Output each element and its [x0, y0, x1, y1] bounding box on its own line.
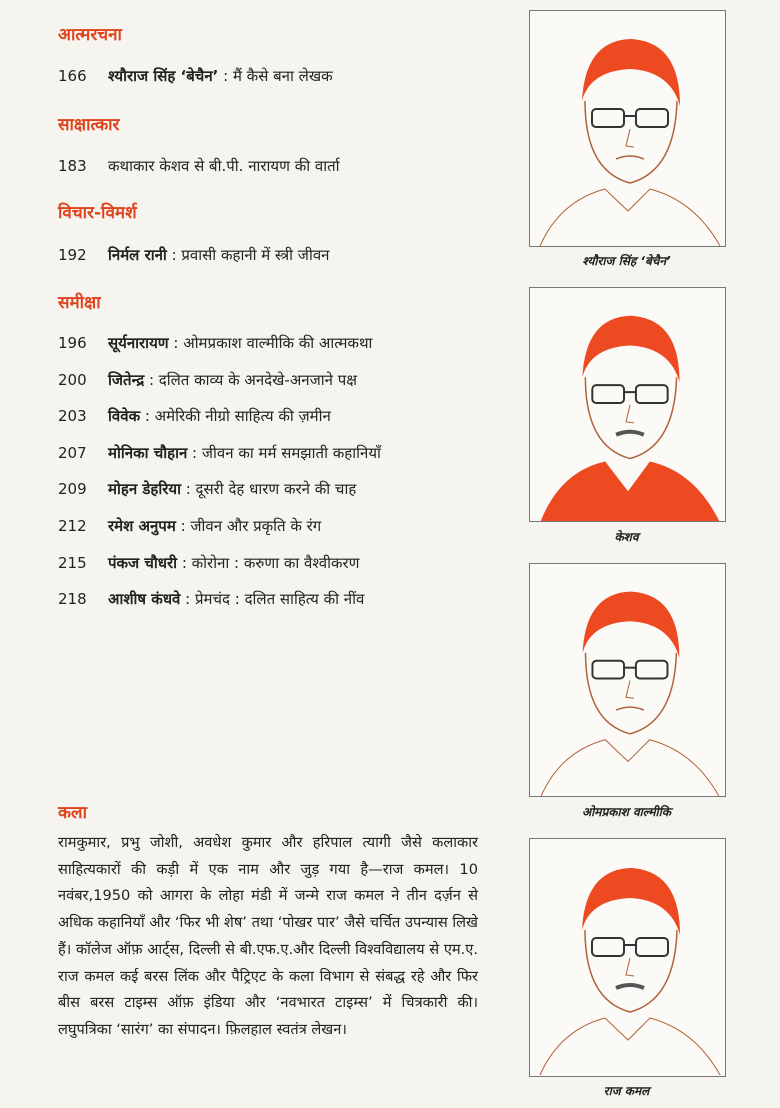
toc-entry[interactable] — [58, 245, 330, 265]
glasses-right — [636, 661, 668, 679]
face-outline — [585, 101, 677, 183]
portrait-caption: केशव — [614, 530, 639, 544]
toc-entry[interactable] — [58, 66, 333, 86]
hair — [582, 868, 680, 935]
mouth — [616, 985, 644, 988]
jacket — [541, 462, 719, 521]
portrait-caption: राज कमल — [603, 1084, 650, 1098]
page-number: 212 — [58, 517, 87, 535]
article-title: : अमेरिकी नीग्रो साहित्य की ज़मीन — [140, 407, 331, 426]
portrait-sheoraj-singh-bechain — [529, 10, 726, 247]
section-heading-vichar-vimarsh: विचार-विमर्श — [58, 203, 137, 223]
glasses-right — [636, 109, 668, 127]
shirt — [540, 189, 720, 246]
mouth — [616, 156, 644, 159]
glasses-left — [592, 109, 624, 127]
shirt — [540, 1018, 720, 1075]
face-outline — [586, 653, 677, 734]
author: जितेन्द्र — [108, 370, 145, 389]
portrait-omprakash-valmiki — [529, 563, 726, 797]
page-number: 183 — [58, 157, 87, 175]
shirt — [541, 740, 719, 796]
hair — [582, 316, 679, 382]
section-heading-atmarachna: आत्मरचना — [58, 25, 122, 45]
portrait-keshav — [529, 287, 726, 522]
portrait-sketch — [530, 288, 725, 521]
article-title: : जीवन और प्रकृति के रंग — [175, 517, 322, 535]
author: मोहन डेहरिया — [108, 480, 181, 499]
portrait-sketch — [530, 11, 725, 246]
toc-entry[interactable] — [58, 406, 331, 426]
toc-entry[interactable] — [58, 443, 381, 463]
portrait-sketch — [530, 564, 725, 796]
page-number: 196 — [58, 334, 87, 352]
glasses-left — [592, 661, 624, 679]
article-title: : जीवन का मर्म समझाती कहानियाँ — [187, 443, 381, 462]
article-title: कथाकार केशव से बी.पी. नारायण की वार्ता — [108, 157, 340, 175]
glasses-right — [636, 385, 668, 403]
article-title: : ओमप्रकाश वाल्मीकि की आत्मकथा — [168, 334, 373, 352]
hair — [583, 592, 680, 658]
glasses-left — [592, 938, 624, 956]
article-title: : दलित काव्य के अनदेखे-अनजाने पक्ष — [144, 370, 357, 389]
glasses-left — [592, 385, 624, 403]
face-outline — [585, 930, 677, 1012]
glasses-right — [636, 938, 668, 956]
hair — [582, 39, 680, 106]
art-paragraph: रामकुमार, प्रभु जोशी, अवधेश कुमार और हरिपाल त्यागी जैसे कलाकार साहित्यकारों की कड़ी में एक नाम और जुड़ गया है—राज कमल। 10 नवंबर,1950 को आगरा के लोहा मंडी में जन्मे राज कमल ने तीन दर्ज़न से अधिक कहानियाँ और ‘फिर भी शेष’ तथा ‘पोखर पार’ जैसे चर्चित उपन्यास लिखे हैं। कॉलेज ऑफ़ आर्ट्स, दिल्ली से बी.एफ.ए.और दिल्ली विश्वविद्यालय से एम.ए. राज कमल कई बरस लिंक और पैट्रिएट के कला विभाग से संबद्ध रहे और फिर बीस बरस टाइम्स ऑफ़ इंडिया और ‘नवभारत टाइम्स’ में चित्रकारी की। लघुपत्रिका ‘सारंग’ का संपादन। फ़िलहाल स्वतंत्र लेखन। — [58, 834, 478, 1038]
article-title: : दूसरी देह धारण करने की चाह — [180, 480, 357, 499]
toc-entry[interactable] — [58, 589, 364, 609]
page-number: 192 — [58, 246, 87, 264]
page-number: 218 — [58, 590, 87, 609]
author: श्यौराज सिंह ‘बेचैन’ — [108, 67, 219, 85]
portrait-caption: श्यौराज सिंह ‘बेचैन’ — [582, 254, 671, 268]
author: आशीष कंधवे — [108, 590, 181, 609]
mouth — [616, 432, 644, 435]
article-title: : कोरोना : करुणा का वैश्वीकरण — [177, 553, 360, 572]
toc-entry[interactable] — [58, 553, 359, 573]
page-number: 203 — [58, 407, 87, 426]
section-heading-art: कला — [58, 803, 87, 823]
section-heading-interview: साक्षात्कार — [58, 115, 120, 135]
toc-entry[interactable] — [58, 370, 357, 390]
page-number: 166 — [58, 67, 87, 85]
toc-entry[interactable] — [58, 333, 372, 353]
article-title: : मैं कैसे बना लेखक — [218, 67, 333, 85]
page-number: 200 — [58, 370, 87, 389]
toc-entry[interactable] — [58, 516, 321, 536]
portrait-caption: ओमप्रकाश वाल्मीकि — [582, 805, 671, 819]
page-number: 209 — [58, 480, 87, 499]
author: रमेश अनुपम — [108, 517, 176, 535]
author: सूर्यनारायण — [108, 334, 169, 352]
toc-entry[interactable] — [58, 156, 340, 176]
portrait-raj-kamal — [529, 838, 726, 1077]
article-title: : प्रवासी कहानी में स्त्री जीवन — [166, 246, 330, 264]
portrait-sketch — [530, 839, 725, 1076]
article-title: : प्रेमचंद : दलित साहित्य की नींव — [180, 590, 365, 609]
author: निर्मल रानी — [108, 246, 167, 264]
author: विवेक — [108, 407, 141, 426]
page-number: 207 — [58, 443, 87, 462]
author: मोनिका चौहान — [108, 443, 188, 462]
mouth — [616, 707, 644, 710]
toc-entry[interactable] — [58, 479, 356, 499]
author: पंकज चौधरी — [108, 553, 178, 572]
face-outline — [585, 377, 676, 458]
page-number: 215 — [58, 553, 87, 572]
section-heading-review: समीक्षा — [58, 293, 101, 313]
